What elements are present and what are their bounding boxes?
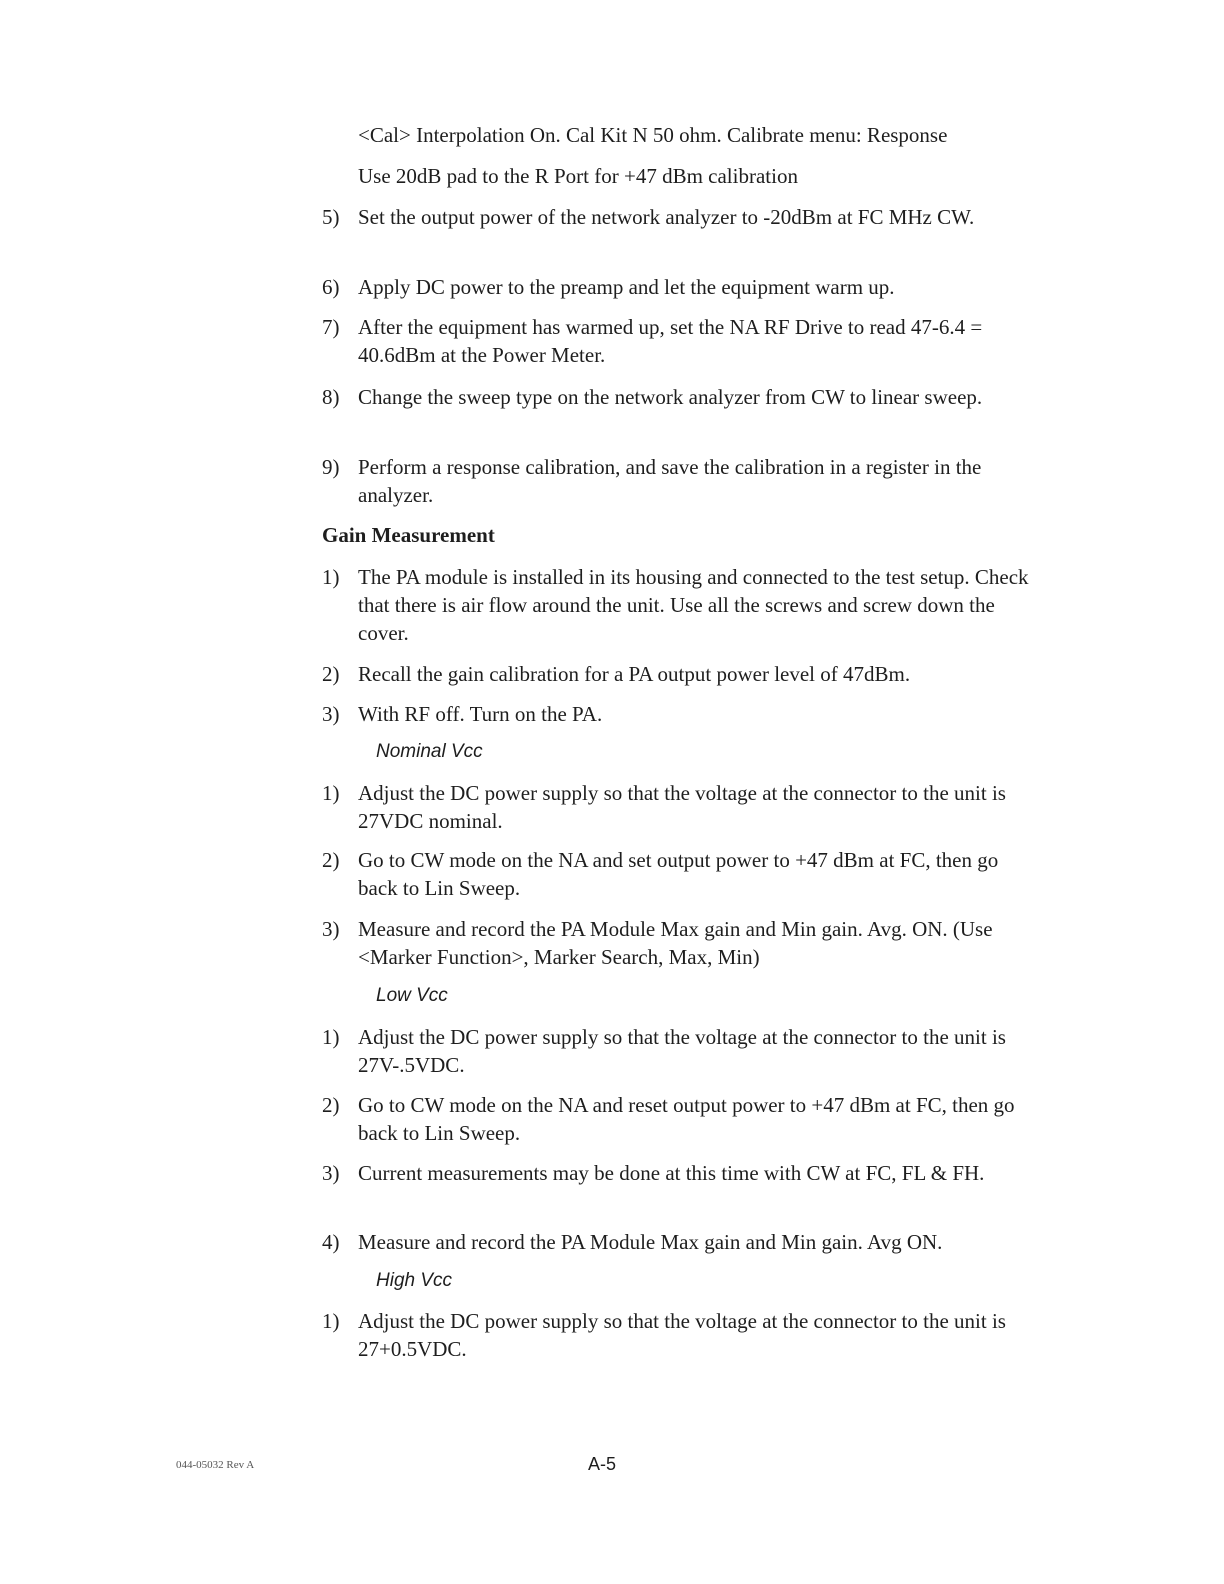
list-item (322, 1307, 1042, 1363)
list-item (322, 779, 1042, 835)
list-item-number: 3) (322, 702, 340, 726)
section-heading: Gain Measurement (322, 523, 495, 547)
list-item-text: Current measurements may be done at this time with CW at FC, FL & FH. (358, 1161, 985, 1185)
list-item (322, 1159, 1042, 1187)
page-number: A-5 (588, 1454, 617, 1474)
list-item-text: Measure and record the PA Module Max gain and Min gain. Avg. ON. (Use <Marker Function>, Marker Search, Max, Min) (358, 917, 993, 969)
list-item-number: 4) (322, 1230, 340, 1254)
list-item (322, 273, 1042, 301)
list-item-text: Perform a response calibration, and save the calibration in a register in the analyzer. (358, 455, 982, 507)
list-item-number: 6) (322, 275, 340, 299)
list-item-number: 1) (322, 1025, 340, 1049)
list-item-number: 3) (322, 917, 340, 941)
list-item-number: 9) (322, 455, 340, 479)
list-item (322, 660, 1042, 688)
list-item (322, 453, 1042, 509)
list-item-number: 2) (322, 1093, 340, 1117)
list-item (322, 1228, 1042, 1256)
subsection-heading-high: High Vcc (376, 1270, 453, 1291)
list-item-text: Go to CW mode on the NA and reset output power to +47 dBm at FC, then go back to Lin Sweep. (358, 1093, 1015, 1145)
list-item-text: The PA module is installed in its housing and connected to the test setup. Check that there is air flow around the unit. Use all the screws and screw down the cover. (358, 565, 1029, 645)
list-item-text: Set the output power of the network analyzer to -20dBm at FC MHz CW. (358, 205, 975, 229)
list-item (322, 203, 1042, 231)
list-item (322, 1091, 1042, 1147)
list-item (322, 383, 1042, 411)
list-item (322, 313, 1042, 369)
intro-line-1: <Cal> Interpolation On. Cal Kit N 50 ohm. Calibrate menu: Response (358, 123, 948, 147)
list-item-number: 2) (322, 662, 340, 686)
list-item (322, 1023, 1042, 1079)
list-item-text: Go to CW mode on the NA and set output power to +47 dBm at FC, then go back to Lin Sweep. (358, 848, 999, 900)
list-item (322, 563, 1042, 647)
list-item-text: With RF off. Turn on the PA. (358, 702, 603, 726)
subsection-heading-nominal: Nominal Vcc (376, 741, 483, 762)
intro-line-2: Use 20dB pad to the R Port for +47 dBm calibration (358, 164, 798, 188)
document-number: 044-05032 Rev A (176, 1459, 255, 1471)
list-item-number: 1) (322, 1309, 340, 1333)
list-item (322, 700, 1042, 728)
list-item-number: 2) (322, 848, 340, 872)
list-item-text: After the equipment has warmed up, set the NA RF Drive to read 47-6.4 = 40.6dBm at the Power Meter. (358, 315, 983, 367)
list-item-text: Change the sweep type on the network analyzer from CW to linear sweep. (358, 385, 983, 409)
list-item-number: 3) (322, 1161, 340, 1185)
list-item-text: Recall the gain calibration for a PA output power level of 47dBm. (358, 662, 911, 686)
list-item-number: 1) (322, 781, 340, 805)
list-item-text: Apply DC power to the preamp and let the equipment warm up. (358, 275, 895, 299)
list-item-text: Measure and record the PA Module Max gain and Min gain. Avg ON. (358, 1230, 943, 1254)
list-item-number: 1) (322, 565, 340, 589)
subsection-heading-low: Low Vcc (376, 985, 448, 1006)
list-item-number: 5) (322, 205, 340, 229)
list-item-text: Adjust the DC power supply so that the voltage at the connector to the unit is 27VDC nominal. (358, 781, 1006, 833)
list-item (322, 846, 1042, 902)
list-item-text: Adjust the DC power supply so that the voltage at the connector to the unit is 27V-.5VDC. (358, 1025, 1006, 1077)
list-item-number: 8) (322, 385, 340, 409)
list-item-number: 7) (322, 315, 340, 339)
list-item-text: Adjust the DC power supply so that the voltage at the connector to the unit is 27+0.5VDC. (358, 1309, 1006, 1361)
list-item (322, 915, 1042, 971)
